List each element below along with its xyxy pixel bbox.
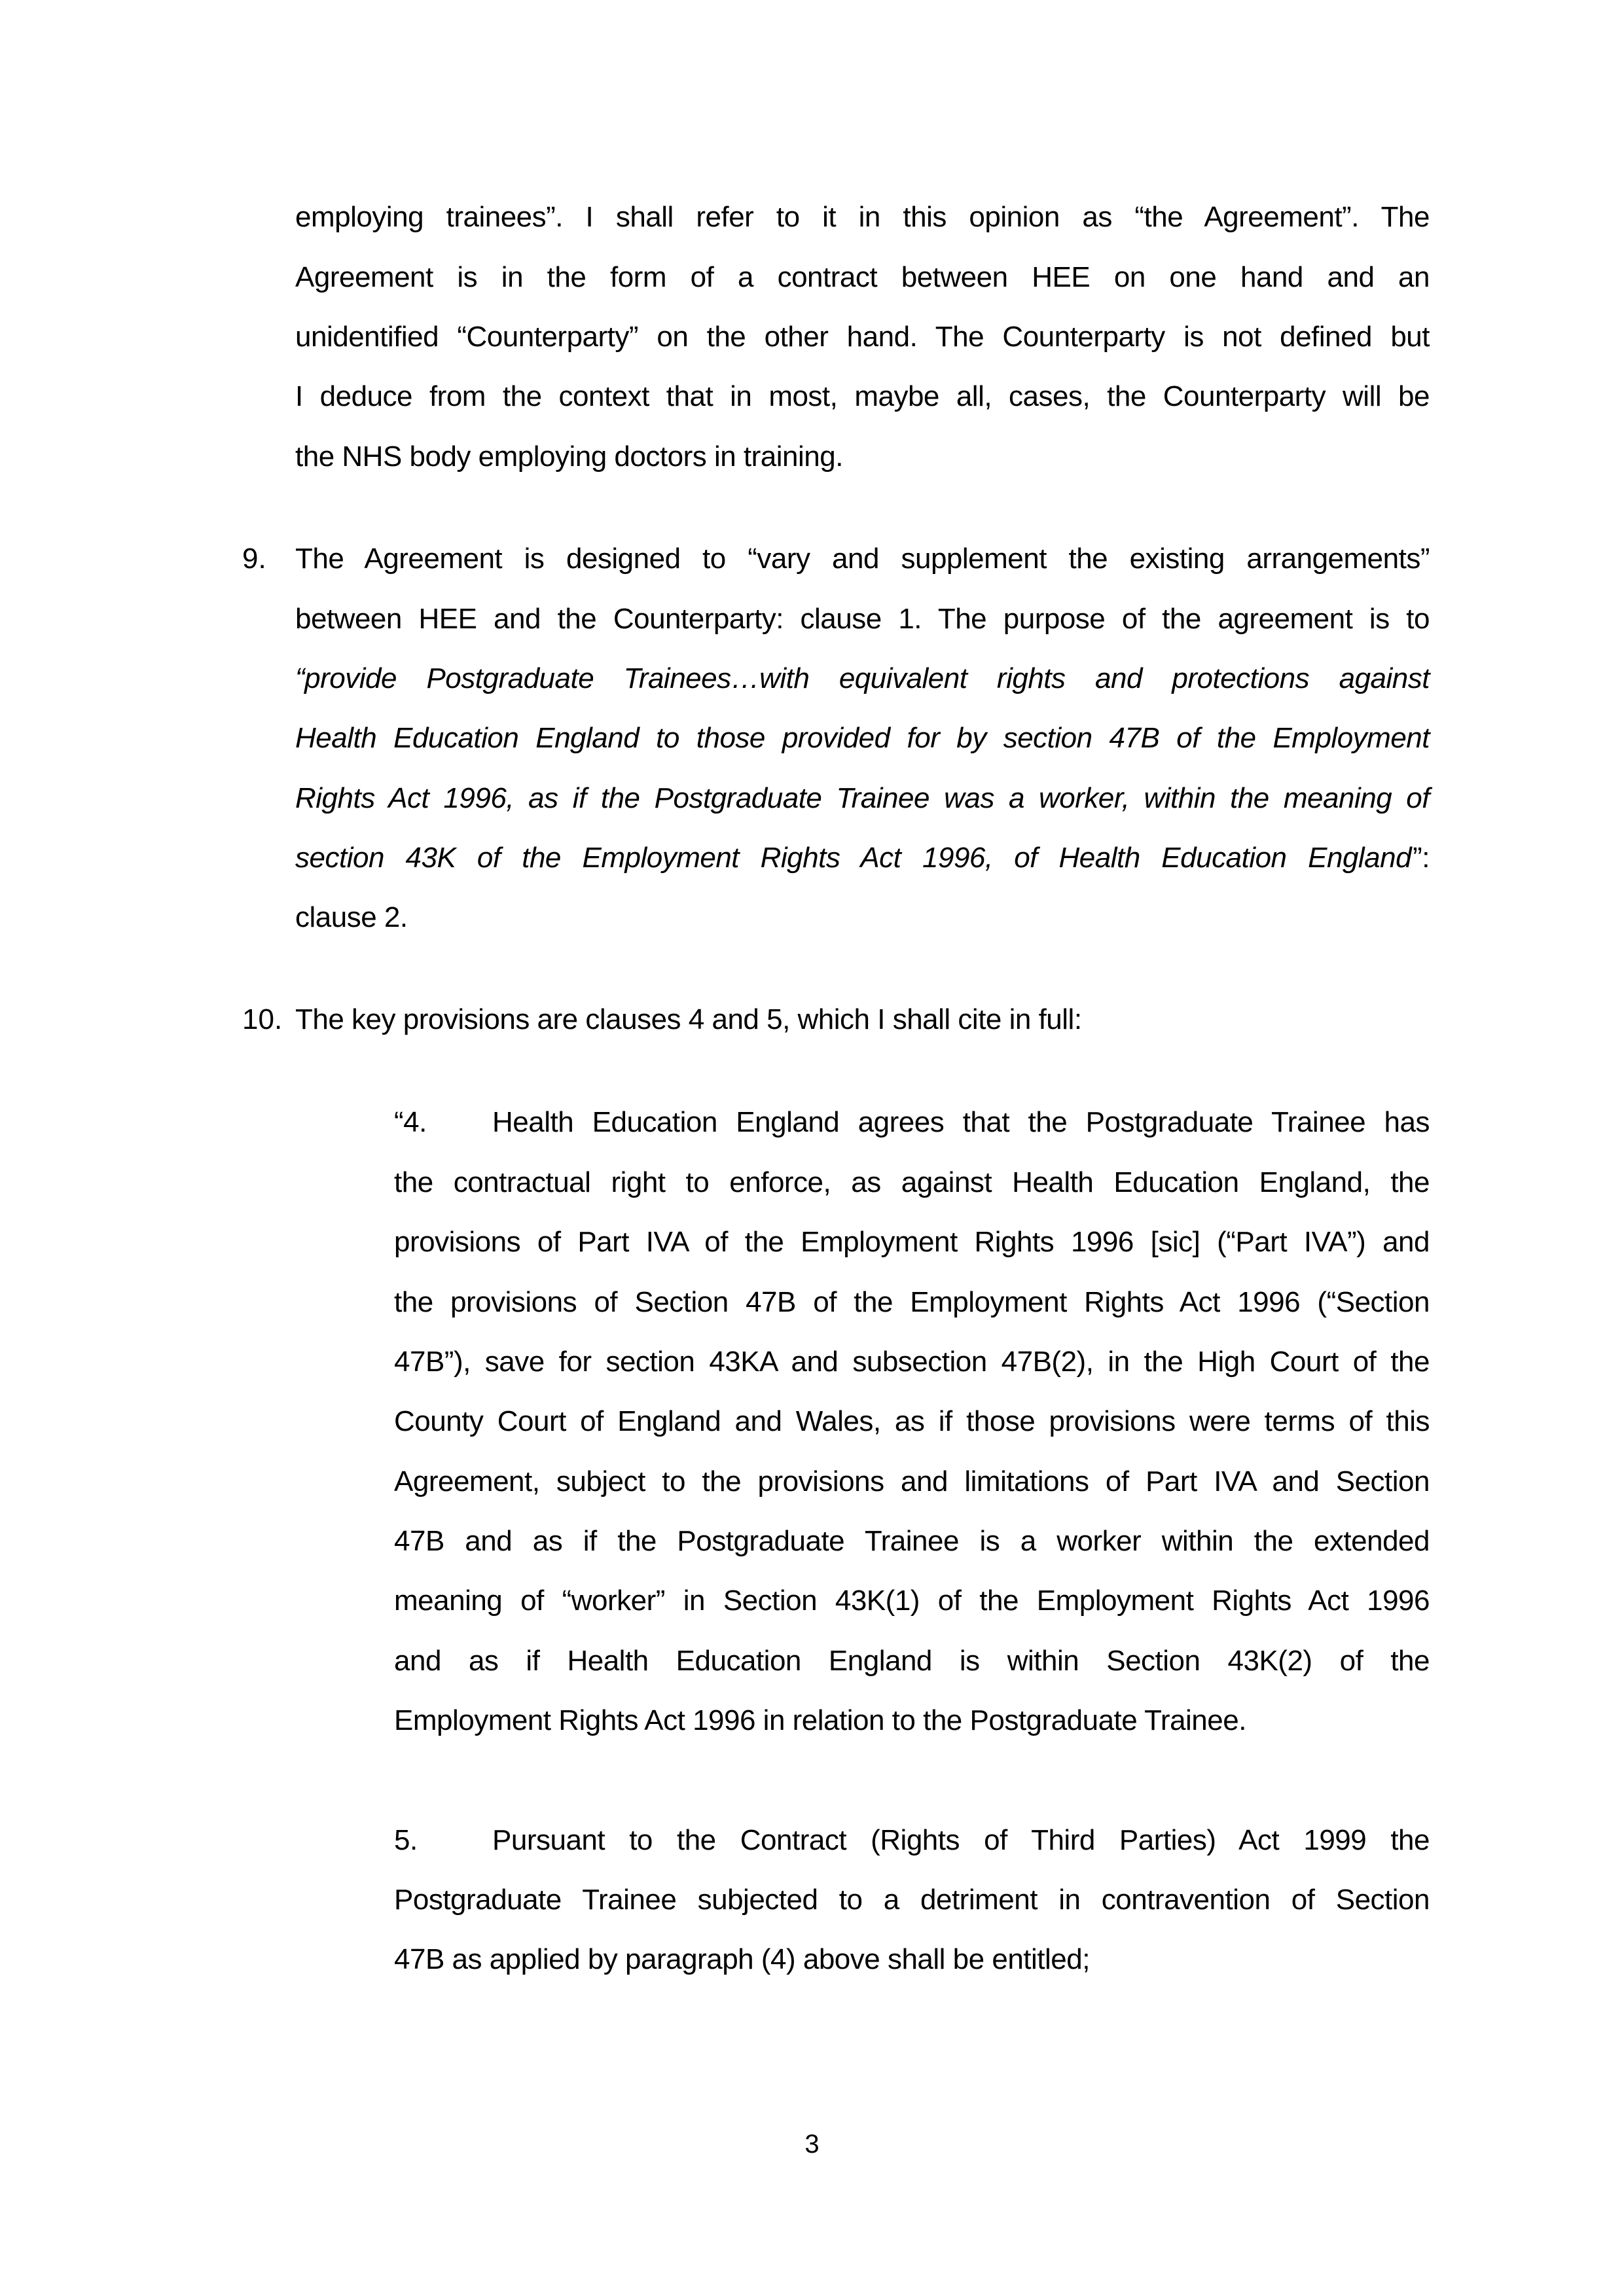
text-line: The key provisions are clauses 4 and 5, which I shall cite in full: [295, 1003, 1082, 1035]
paragraph-number: 10. [242, 1003, 283, 1035]
text-line: Postgraduate Trainee subjected to a detriment in contravention of Section [394, 1884, 1430, 1916]
text-line: unidentified “Counterparty” on the other hand. The Counterparty is not defined but [295, 321, 1430, 353]
text-line: provisions of Part IVA of the Employment Rights 1996 [sic] (“Part IVA”) and [394, 1226, 1430, 1258]
text-line: between HEE and the Counterparty: clause 1. The purpose of the agreement is to [295, 603, 1430, 635]
text-line: the provisions of Section 47B of the Employment Rights Act 1996 (“Section [394, 1286, 1430, 1318]
text-line: 47B”), save for section 43KA and subsection 47B(2), in the High Court of the [394, 1346, 1430, 1378]
clause-first-line [394, 1821, 1430, 1860]
clause-text: Pursuant to the Contract (Rights of Third Parties) Act 1999 the [492, 1824, 1430, 1856]
quoted-text-line: Rights Act 1996, as if the Postgraduate Trainee was a worker, within the meaning of [295, 782, 1430, 814]
text-line: meaning of “worker” in Section 43K(1) of the Employment Rights Act 1996 [394, 1585, 1430, 1617]
clause-number: “4. [394, 1106, 427, 1138]
quoted-text: section 43K of the Employment Rights Act 1996, of Health Education England [295, 842, 1412, 874]
clause-text: Health Education England agrees that the Postgraduate Trainee has [492, 1106, 1430, 1138]
text-line: The Agreement is designed to “vary and supplement the existing arrangements” [295, 543, 1430, 575]
text-line: County Court of England and Wales, as if those provisions were terms of this [394, 1405, 1430, 1437]
text-line: I deduce from the context that in most, maybe all, cases, the Counterparty will be [295, 380, 1430, 412]
text-line: the contractual right to enforce, as against Health Education England, the [394, 1166, 1430, 1198]
text-line: employing trainees”. I shall refer to it in this opinion as “the Agreement”. The [295, 201, 1430, 233]
clause-number: 5. [394, 1824, 418, 1856]
text-line: Employment Rights Act 1996 in relation to the Postgraduate Trainee. [394, 1704, 1246, 1736]
clause-first-line [394, 1103, 1430, 1142]
text-line: 47B as applied by paragraph (4) above shall be entitled; [394, 1943, 1090, 1975]
text-line: the NHS body employing doctors in training. [295, 440, 843, 473]
quoted-text-line: Health Education England to those provided for by section 47B of the Employment [295, 722, 1430, 754]
page-number: 3 [804, 2130, 820, 2159]
paragraph-number: 9. [242, 543, 266, 575]
quoted-text-line-final [295, 838, 1430, 878]
text-line: and as if Health Education England is within Section 43K(2) of the [394, 1645, 1430, 1677]
quote-close: ”: [1413, 842, 1430, 874]
quoted-text-line: “provide Postgraduate Trainees…with equivalent rights and protections against [295, 662, 1430, 694]
text-line: 47B and as if the Postgraduate Trainee is a worker within the extended [394, 1525, 1430, 1557]
text-line: clause 2. [295, 901, 408, 933]
text-line: Agreement, subject to the provisions and limitations of Part IVA and Section [394, 1465, 1430, 1498]
text-line: Agreement is in the form of a contract between HEE on one hand and an [295, 261, 1430, 293]
